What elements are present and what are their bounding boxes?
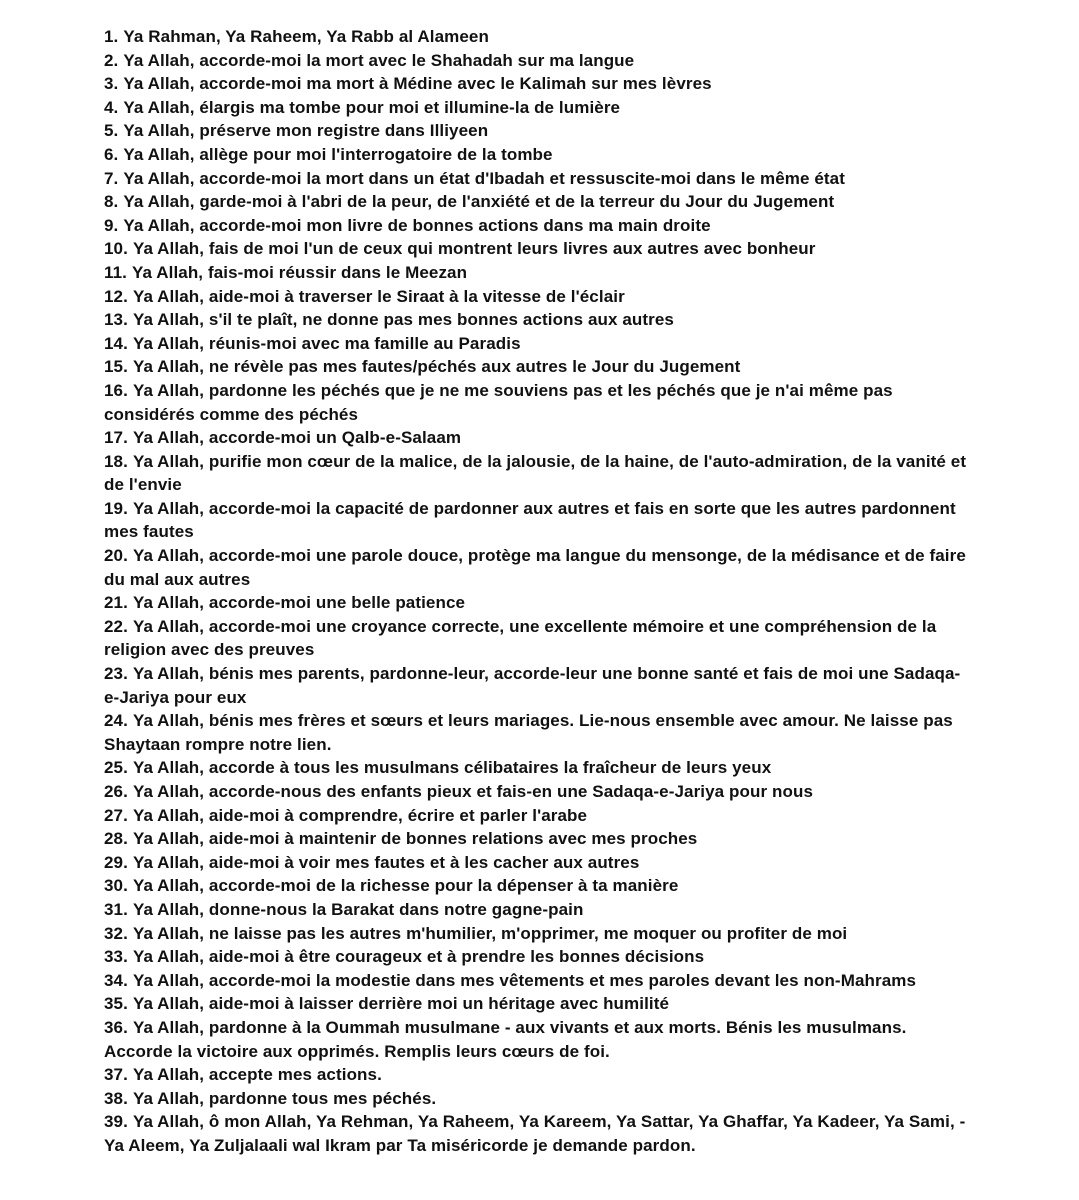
dua-item: [104, 72, 974, 96]
dua-item: [104, 167, 974, 191]
dua-number: 18.: [104, 451, 128, 471]
dua-text: Ya Allah, accorde-moi une parole douce, protège ma langue du mensonge, de la médisance et de faire du mal aux autres: [104, 546, 966, 589]
dua-number: 11.: [104, 262, 127, 282]
dua-number: 7.: [104, 168, 119, 188]
dua-text: Ya Allah, réunis-moi avec ma famille au Paradis: [132, 333, 521, 353]
dua-number: 1.: [104, 27, 119, 46]
dua-number: 28.: [104, 829, 128, 849]
dua-item: [104, 969, 974, 993]
dua-number: 34.: [104, 970, 128, 990]
dua-item: [104, 780, 974, 804]
dua-number: 29.: [104, 852, 128, 872]
dua-number: 13.: [104, 310, 128, 330]
dua-item: [104, 285, 974, 309]
dua-text: Ya Allah, fais-moi réussir dans le Meezan: [132, 262, 468, 282]
dua-item: [104, 591, 974, 615]
dua-text: Ya Allah, accorde-moi une croyance correcte, une excellente mémoire et une compréhension de la religion avec des preuves: [104, 616, 937, 660]
dua-text: Ya Allah, allège pour moi l'interrogatoire de la tombe: [123, 144, 553, 164]
dua-item: [104, 96, 974, 120]
dua-item: [104, 662, 974, 709]
dua-item: [104, 426, 974, 450]
dua-item: [104, 827, 974, 851]
dua-item: [104, 214, 974, 238]
dua-item: [104, 1016, 974, 1063]
dua-text: Ya Allah, bénis mes parents, pardonne-leur, accorde-leur une bonne santé et fais de moi une Sadaqa-e-Jariya pour eux: [104, 664, 961, 707]
dua-item: [104, 992, 974, 1016]
dua-text: Ya Allah, accepte mes actions.: [132, 1065, 382, 1085]
dua-item: [104, 237, 974, 261]
dua-item: [104, 922, 974, 946]
dua-item: [104, 898, 974, 922]
dua-item: [104, 804, 974, 828]
dua-text: Ya Rahman, Ya Raheem, Ya Rabb al Alameen: [123, 27, 489, 46]
dua-text: Ya Allah, accorde-moi la mort dans un état d'Ibadah et ressuscite-moi dans le même état: [123, 168, 845, 188]
dua-item: [104, 25, 974, 49]
dua-item: [104, 355, 974, 379]
dua-text: Ya Allah, élargis ma tombe pour moi et illumine-la de lumière: [123, 97, 621, 117]
dua-text: Ya Allah, accorde-nous des enfants pieux et fais-en une Sadaqa-e-Jariya pour nous: [132, 782, 814, 801]
dua-number: 37.: [104, 1065, 128, 1085]
dua-text: Ya Allah, aide-moi à voir mes fautes et à les cacher aux autres: [132, 852, 640, 872]
dua-text: Ya Allah, aide-moi à maintenir de bonnes relations avec mes proches: [132, 829, 698, 849]
dua-text: Ya Allah, fais de moi l'un de ceux qui montrent leurs livres aux autres avec bonheur: [132, 239, 816, 259]
dua-text: Ya Allah, aide-moi à traverser le Siraat à la vitesse de l'éclair: [132, 286, 625, 306]
dua-number: 27.: [104, 805, 128, 825]
dua-item: [104, 1110, 974, 1157]
dua-text: Ya Allah, aide-moi à comprendre, écrire et parler l'arabe: [132, 805, 588, 825]
dua-text: Ya Allah, bénis mes frères et sœurs et leurs mariages. Lie-nous ensemble avec amour. Ne laisse pas Shaytaan rompre notre lien.: [104, 711, 953, 754]
dua-number: 25.: [104, 758, 128, 778]
dua-text: Ya Allah, aide-moi à être courageux et à prendre les bonnes décisions: [132, 947, 705, 967]
dua-number: 26.: [104, 782, 128, 801]
dua-list: [104, 25, 974, 1158]
dua-number: 12.: [104, 286, 128, 306]
dua-item: [104, 143, 974, 167]
dua-item: [104, 261, 974, 285]
dua-number: 36.: [104, 1017, 128, 1037]
dua-text: Ya Allah, pardonne tous mes péchés.: [132, 1088, 437, 1108]
dua-number: 15.: [104, 357, 128, 377]
dua-text: Ya Allah, donne-nous la Barakat dans notre gagne-pain: [132, 899, 584, 919]
dua-item: [104, 379, 974, 426]
dua-item: [104, 615, 974, 662]
dua-number: 10.: [104, 239, 128, 259]
dua-text: Ya Allah, accorde à tous les musulmans célibataires la fraîcheur de leurs yeux: [132, 758, 772, 778]
dua-number: 4.: [104, 97, 119, 117]
dua-text: Ya Allah, accorde-moi la capacité de pardonner aux autres et fais en sorte que les autres pardonnent mes fautes: [104, 498, 956, 542]
dua-number: 30.: [104, 876, 128, 896]
dua-text: Ya Allah, aide-moi à laisser derrière moi un héritage avec humilité: [132, 994, 670, 1014]
dua-number: 20.: [104, 546, 128, 566]
dua-text: Ya Allah, préserve mon registre dans Illiyeen: [123, 121, 489, 141]
dua-document: [104, 25, 974, 1158]
dua-number: 6.: [104, 144, 119, 164]
dua-number: 9.: [104, 215, 119, 235]
dua-text: Ya Allah, ô mon Allah, Ya Rehman, Ya Raheem, Ya Kareem, Ya Sattar, Ya Ghaffar, Ya Kadeer, Ya Sami, -Ya Aleem, Ya Zuljalaali wal Ikram par Ta miséricorde je demande pardon.: [104, 1112, 966, 1155]
dua-item: [104, 119, 974, 143]
dua-number: 16.: [104, 380, 128, 400]
dua-number: 32.: [104, 923, 128, 943]
dua-text: Ya Allah, accorde-moi une belle patience: [132, 593, 466, 613]
dua-number: 35.: [104, 994, 128, 1014]
dua-item: [104, 874, 974, 898]
dua-item: [104, 1087, 974, 1111]
dua-item: [104, 709, 974, 756]
dua-text: Ya Allah, pardonne à la Oummah musulmane - aux vivants et aux morts. Bénis les musulmans. Accorde la victoire aux opprimés. Remplis leurs cœurs de foi.: [104, 1017, 907, 1061]
dua-number: 19.: [104, 498, 128, 518]
dua-item: [104, 190, 974, 214]
dua-number: 14.: [104, 333, 128, 353]
dua-number: 22.: [104, 616, 128, 636]
dua-item: [104, 544, 974, 591]
dua-number: 5.: [104, 121, 119, 141]
dua-text: Ya Allah, accorde-moi la modestie dans mes vêtements et mes paroles devant les non-Mahrams: [132, 970, 917, 990]
dua-number: 8.: [104, 192, 119, 212]
dua-number: 38.: [104, 1088, 128, 1108]
dua-item: [104, 1063, 974, 1087]
dua-text: Ya Allah, ne révèle pas mes fautes/péchés aux autres le Jour du Jugement: [132, 357, 741, 377]
dua-number: 39.: [104, 1112, 128, 1132]
dua-text: Ya Allah, s'il te plaît, ne donne pas mes bonnes actions aux autres: [132, 310, 674, 330]
dua-item: [104, 497, 974, 544]
dua-number: 24.: [104, 711, 128, 731]
dua-number: 31.: [104, 899, 128, 919]
dua-text: Ya Allah, garde-moi à l'abri de la peur, de l'anxiété et de la terreur du Jour du Jugement: [123, 192, 835, 212]
dua-number: 3.: [104, 74, 119, 94]
dua-item: [104, 308, 974, 332]
dua-item: [104, 756, 974, 780]
dua-number: 21.: [104, 593, 128, 613]
dua-text: Ya Allah, purifie mon cœur de la malice, de la jalousie, de la haine, de l'auto-admiration, de la vanité et de l'envie: [104, 451, 967, 495]
dua-item: [104, 49, 974, 73]
dua-text: Ya Allah, accorde-moi ma mort à Médine avec le Kalimah sur mes lèvres: [123, 74, 712, 94]
dua-item: [104, 945, 974, 969]
dua-number: 2.: [104, 50, 119, 70]
dua-text: Ya Allah, accorde-moi un Qalb-e-Salaam: [132, 428, 462, 448]
dua-text: Ya Allah, ne laisse pas les autres m'humilier, m'opprimer, me moquer ou profiter de moi: [132, 923, 848, 943]
dua-number: 17.: [104, 428, 128, 448]
dua-text: Ya Allah, pardonne les péchés que je ne me souviens pas et les péchés que je n'ai même pas considérés comme des péchés: [104, 380, 893, 424]
dua-item: [104, 332, 974, 356]
dua-number: 33.: [104, 947, 128, 967]
dua-item: [104, 450, 974, 497]
dua-text: Ya Allah, accorde-moi la mort avec le Shahadah sur ma langue: [123, 50, 635, 70]
dua-number: 23.: [104, 664, 128, 684]
dua-text: Ya Allah, accorde-moi mon livre de bonnes actions dans ma main droite: [123, 215, 711, 235]
dua-item: [104, 851, 974, 875]
dua-text: Ya Allah, accorde-moi de la richesse pour la dépenser à ta manière: [132, 876, 679, 896]
